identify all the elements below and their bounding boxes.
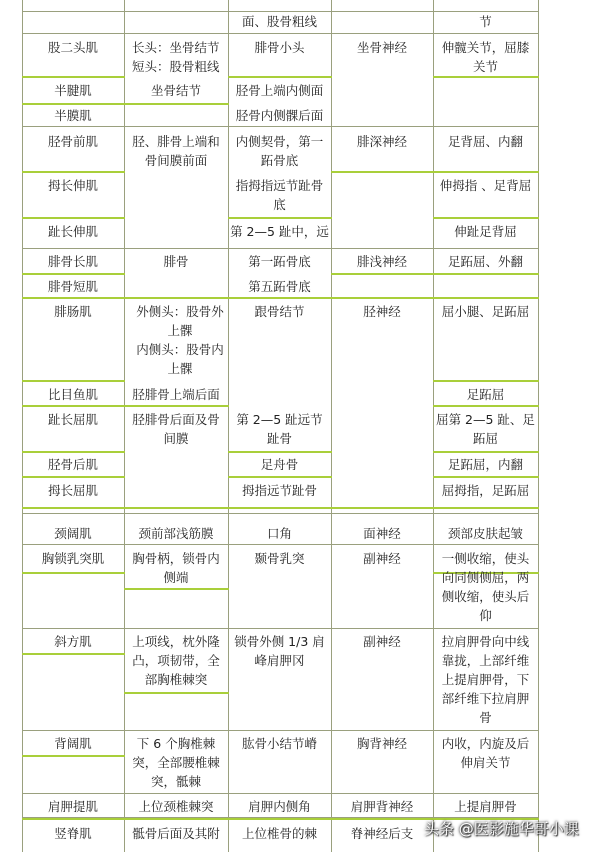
- insertion-cell: 第 2—5 趾远节 趾骨: [236, 412, 323, 446]
- green-rule: [22, 572, 125, 574]
- origin-cell: 胫腓骨上端后面: [132, 387, 220, 402]
- muscle-name: 腓骨长肌: [47, 254, 98, 269]
- origin-cell: 坐骨结节: [150, 83, 201, 98]
- function-cell: 内收，内旋及后 伸肩关节: [441, 736, 530, 770]
- nerve-cell: 坐骨神经: [356, 40, 407, 55]
- green-rule: [228, 451, 332, 453]
- origin-cell: 上项线，枕外隆 凸，项韧带，全 部胸椎棘突: [132, 634, 220, 687]
- green-rule: [433, 76, 539, 78]
- muscle-name: 腓骨短肌: [47, 279, 98, 294]
- insertion-cell: 第一跖骨底: [248, 254, 311, 269]
- insertion-cell: 足舟骨: [260, 457, 299, 472]
- green-rule: [22, 507, 539, 509]
- muscle-name: 斜方肌: [54, 634, 92, 649]
- insertion-cell: 腓骨小头: [254, 40, 305, 55]
- green-rule: [22, 755, 125, 757]
- muscle-name: 颈阔肌: [54, 526, 92, 541]
- muscle-name: 半膜肌: [54, 108, 92, 123]
- green-rule: [228, 476, 332, 478]
- green-rule: [331, 171, 539, 173]
- row-border: [22, 33, 539, 34]
- row-border: [22, 628, 539, 629]
- green-rule: [433, 380, 539, 382]
- muscle-name: 腓肠肌: [54, 304, 92, 319]
- insertion-cell: 指拇指远节趾骨 底: [235, 178, 324, 212]
- green-rule: [22, 103, 229, 105]
- green-rule: [22, 273, 125, 275]
- row-border: [22, 730, 539, 731]
- function-cell: 足跖屈、外翻: [447, 254, 523, 269]
- insertion-cell: 面、股骨粗线: [241, 14, 317, 29]
- origin-cell: 胫腓骨后面及骨 间膜: [132, 412, 220, 446]
- green-rule: [22, 451, 125, 453]
- muscle-name: 胫骨后肌: [47, 457, 98, 472]
- nerve-cell: 面神经: [363, 526, 401, 541]
- green-rule: [22, 297, 539, 299]
- function-cell: 拉肩胛骨向中线 靠拢，上部纤维 上提肩胛骨，下 部纤维下拉肩胛 骨: [441, 634, 530, 725]
- insertion-cell: 锁骨外侧 1/3 肩 峰肩胛冈: [234, 634, 325, 668]
- muscle-name: 趾长屈肌: [47, 412, 98, 427]
- function-cell: 足背屈、内翻: [447, 134, 523, 149]
- origin-cell: 上位颈椎棘突: [138, 799, 214, 814]
- origin-cell: 长头：坐骨结节 短头：股骨粗线: [132, 40, 220, 74]
- green-rule: [331, 273, 539, 275]
- green-rule: [228, 217, 332, 219]
- green-rule: [124, 588, 229, 590]
- green-rule: [124, 692, 229, 694]
- insertion-cell: 肩胛内侧角: [248, 799, 311, 814]
- muscle-name: 半腱肌: [54, 83, 92, 98]
- nerve-cell: 副神经: [363, 551, 401, 566]
- nerve-cell: 腓浅神经: [356, 254, 407, 269]
- function-cell: 颈部皮肤起皱: [447, 526, 523, 541]
- green-rule: [228, 76, 332, 78]
- function-cell: 足跖屈: [466, 387, 505, 402]
- muscle-name: 拇长伸肌: [47, 178, 98, 193]
- nerve-cell: 副神经: [363, 634, 401, 649]
- insertion-cell: 内侧契骨，第一 跖骨底: [235, 134, 324, 168]
- row-border: [22, 248, 539, 249]
- insertion-cell: 颞骨乳突: [254, 551, 305, 566]
- muscle-name: 肩胛提肌: [47, 799, 98, 814]
- col-border: [331, 0, 332, 852]
- muscle-name: 拇长屈肌: [47, 483, 98, 498]
- row-border: [22, 513, 539, 514]
- function-cell: 屈第 2—5 趾、足 跖屈: [436, 412, 535, 446]
- insertion-cell: 胫骨内侧髁后面: [235, 108, 324, 123]
- insertion-cell: 肱骨小结节嵴: [241, 736, 317, 751]
- green-rule: [22, 217, 125, 219]
- nerve-cell: 胸背神经: [356, 736, 407, 751]
- insertion-cell: 跟骨结节: [254, 304, 305, 319]
- row-border: [22, 544, 539, 545]
- row-border: [22, 793, 539, 794]
- insertion-cell: 第 2—5 趾中，远: [230, 224, 329, 239]
- origin-cell: 腓骨: [163, 254, 189, 269]
- insertion-cell: 拇指远节趾骨: [241, 483, 317, 498]
- green-rule: [22, 76, 125, 78]
- green-rule: [22, 476, 125, 478]
- insertion-cell: 上位椎骨的棘: [241, 826, 317, 841]
- origin-cell: 颈前部浅筋膜: [138, 526, 214, 541]
- muscle-name: 趾长伸肌: [47, 224, 98, 239]
- function-cell: 屈拇指，足跖屈: [441, 483, 530, 498]
- insertion-cell: 胫骨上端内侧面: [235, 83, 324, 98]
- function-cell: 伸拇指 、足背屈: [439, 178, 532, 193]
- muscle-name: 股二头肌: [47, 40, 98, 55]
- green-rule: [22, 171, 125, 173]
- function-cell: 足跖屈，内翻: [447, 457, 523, 472]
- origin-cell: 外侧头：股骨外 上髁 内侧头：股骨内 上髁: [136, 304, 224, 376]
- muscle-name: 比目鱼肌: [47, 387, 98, 402]
- green-rule: [22, 653, 125, 655]
- nerve-cell: 腓深神经: [356, 134, 407, 149]
- origin-cell: 下 6 个胸椎棘 突，全部腰椎棘 突，骶棘: [132, 736, 220, 789]
- function-cell: 上提肩胛骨: [454, 799, 517, 814]
- function-cell: 一侧收缩，使头 向同侧侧屈，两 侧收缩，使头后 仰: [441, 551, 530, 623]
- green-rule: [433, 405, 539, 407]
- function-cell: 伸趾足背屈: [454, 224, 517, 239]
- nerve-cell: 脊神经后支: [350, 826, 414, 841]
- green-rule: [433, 476, 539, 478]
- origin-cell: 胫、腓骨上端和 骨间膜前面: [132, 134, 220, 168]
- muscle-name: 胸锁乳突肌: [41, 551, 105, 566]
- function-cell: 伸髋关节，屈膝 关节: [441, 40, 530, 74]
- insertion-cell: 第五跖骨底: [248, 279, 311, 294]
- muscle-name: 胫骨前肌: [47, 134, 98, 149]
- row-border: [22, 126, 539, 127]
- muscle-name: 竖脊肌: [54, 826, 92, 841]
- insertion-cell: 口角: [266, 526, 292, 541]
- green-rule: [22, 380, 125, 382]
- origin-cell: 骶骨后面及其附: [132, 826, 220, 841]
- function-cell: 节: [479, 14, 492, 29]
- nerve-cell: 肩胛背神经: [350, 799, 414, 814]
- origin-cell: 胸骨柄，锁骨内 侧端: [132, 551, 220, 585]
- function-cell: 屈小腿、足跖屈: [441, 304, 530, 319]
- col-border: [538, 0, 539, 852]
- green-rule: [22, 405, 229, 407]
- green-rule: [433, 451, 539, 453]
- nerve-cell: 胫神经: [363, 304, 401, 319]
- muscle-name: 背阔肌: [54, 736, 92, 751]
- green-rule: [433, 217, 539, 219]
- watermark-text: 头条 @医影施华哥小课: [424, 820, 579, 838]
